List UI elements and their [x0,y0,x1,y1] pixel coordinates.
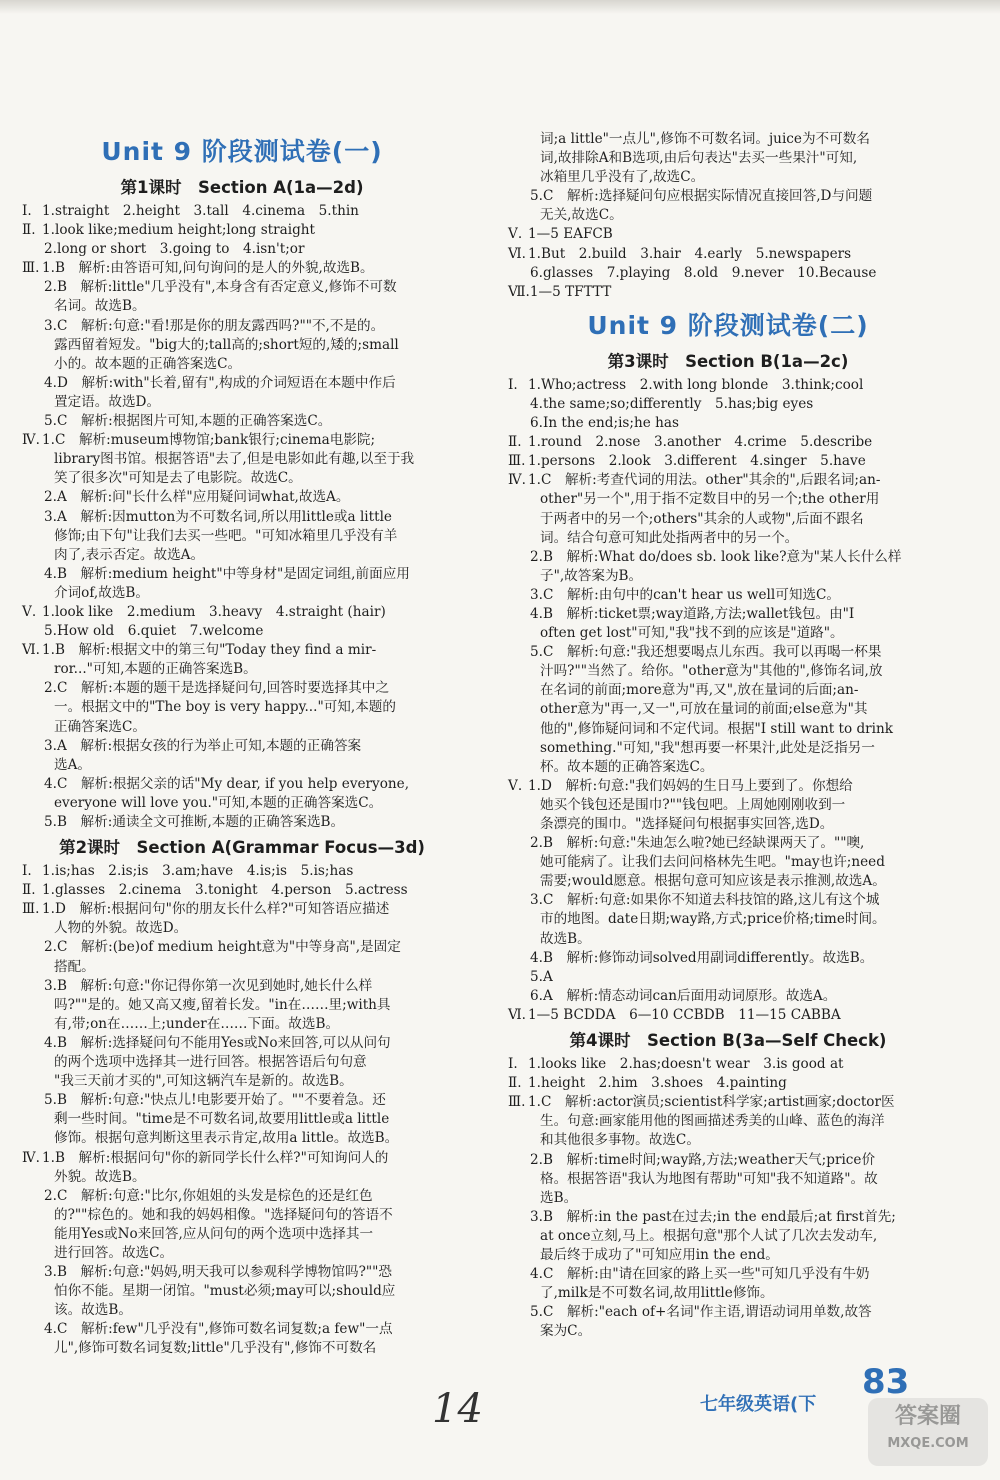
answer-line [508,643,948,662]
answer-line [508,1006,948,1025]
answer-text: 怕你不能。星期一闭馆。"must必须;may可以;should应 [54,1283,396,1300]
answer-text: 故选B。 [540,930,591,947]
answer-text: 5.B 解析:句意:"快点儿!电影要开始了。""不要着急。还 [44,1092,386,1109]
answer-line [22,336,462,355]
answer-line [508,872,948,891]
answer-line [508,758,948,777]
section-marker: Ⅵ. [508,245,526,262]
answer-line [508,1246,948,1265]
section-marker: Ⅳ. [508,472,526,489]
answer-text: 2.C 解析:本题的题干是选择疑问句,回答时要选择其中之 [44,680,389,697]
answer-line [22,938,462,957]
section-marker: Ⅲ. [508,1094,526,1111]
answer-line [508,930,948,949]
answer-line [22,1339,462,1358]
answer-text: 1.D 解析:句意:"我们妈妈的生日马上要到了。你想给 [528,777,853,794]
answer-line [22,996,462,1015]
answer-line [22,1282,462,1301]
answer-line [22,259,462,278]
section-marker: Ⅳ. [22,432,40,449]
answer-text: 5.C 解析:选择疑问句应根据实际情况直接回答,D与问题 [530,188,873,205]
answer-line [508,1284,948,1303]
answer-line [22,1072,462,1091]
answer-text: 词。结合句意可知此处指两者中的另一个。 [540,529,799,546]
answer-line [508,567,948,586]
answer-text: ror..."可知,本题的正确答案选B。 [54,661,257,678]
answer-line [22,1149,462,1168]
answer-text: 2.B 解析:little"几乎没有",本身含有否定意义,修饰不可数 [44,279,397,296]
answer-line [508,777,948,796]
answer-line [22,813,462,832]
answer-text: 搭配。 [54,958,95,975]
answer-text: 1.persons 2.look 3.different 4.singer 5.have [528,453,866,470]
answer-text: 3.A 解析:因mutton为不可数名词,所以用little或a little [44,508,392,525]
section-marker: Ⅱ. [508,1075,522,1092]
section-marker: Ⅱ. [508,434,522,451]
answer-line [22,775,462,794]
answer-line [508,853,948,872]
answer-line [22,622,462,641]
answer-text: 子",故答案为B。 [540,567,643,584]
answer-line [22,450,462,469]
answer-text: 一。根据文中的"The boy is very happy..."可知,本题的 [54,699,396,716]
answer-line [22,919,462,938]
answer-text: 1—5 EAFCB [528,226,613,243]
section-marker: Ⅵ. [22,642,40,659]
answer-text: 无关,故选C。 [540,207,623,224]
answer-text: 1.glasses 2.cinema 3.tonight 4.person 5.actress [42,882,408,899]
answer-line [508,662,948,681]
answer-line [508,1322,948,1341]
page-number: 83 [862,1362,910,1402]
answer-line [508,949,948,968]
answer-text: 2.B 解析:句意:"朱迪怎么啦?她已经缺课两天了。""噢, [530,835,865,852]
answer-text: 2.B 解析:time时间;way路,方法;weather天气;price价 [530,1151,876,1168]
answer-line [508,1055,948,1074]
answer-line [22,1168,462,1187]
answer-line [22,794,462,813]
answer-text: 修饰;由下句"让我们去买一些吧。"可知冰箱里几乎没有羊 [54,527,398,544]
answer-text: 4.B 解析:ticket票;way道路,方法;wallet钱包。由"I [530,605,855,622]
answer-line [22,881,462,900]
answer-text: 她可能病了。让我们去问问格林先生吧。"may也许;need [540,854,885,871]
answer-line [22,958,462,977]
answer-text: 2.long or short 3.going to 4.isn't;or [44,241,305,258]
answer-text: 置定语。故选D。 [54,393,161,410]
answer-line [22,660,462,679]
answer-line [508,168,948,187]
answer-text: 2.C 解析:(be)of medium height意为"中等身高",是固定 [44,939,401,956]
answer-text: 3.C 解析:句意:"看!那是你的朋友露西吗?""不,不是的。 [44,317,385,334]
answer-text: 1.is;has 2.is;is 3.am;have 4.is;is 5.is;has [42,863,354,880]
answer-line [508,987,948,1006]
answer-text: 杯。故本题的正确答案选C。 [540,758,714,775]
answer-line [508,681,948,700]
answer-text: 肉了,表示否定。故选A。 [54,546,205,563]
answer-text: 1.B 解析:根据文中的第三句"Today they find a mir- [42,642,377,659]
answer-line [22,393,462,412]
answer-text: 3.B 解析:句意:"妈妈,明天我可以参观科学博物馆吗?""恐 [44,1264,392,1281]
answer-text: 剩一些时间。"time是不可数名词,故要用little或a little [54,1111,390,1128]
answer-text: 生。句意:画家能用他的图画描述秀美的山峰、蓝色的海洋 [540,1113,885,1130]
footer-book-title: 七年级英语(下 [700,1394,817,1415]
section-marker: Ⅰ. [508,376,518,393]
answer-text: 词;a little"一点儿",修饰不可数名词。juice为不可数名 [540,131,870,147]
answer-line [22,718,462,737]
answer-text: 1.C 解析:actor演员;scientist科学家;artist画家;doctor医 [528,1094,895,1111]
section-marker: Ⅴ. [508,226,523,243]
answer-text: 5.B 解析:通读全文可推断,本题的正确答案选B。 [44,814,345,830]
left-column [22,128,462,1359]
answer-line [508,700,948,719]
answer-line [508,796,948,815]
section-marker: Ⅰ. [22,863,32,880]
answer-text: 6.A 解析:情态动词can后面用动词原形。故选A。 [530,987,837,1004]
right-column [508,130,948,1341]
answer-line [508,815,948,834]
answer-line [508,206,948,225]
answer-line [22,1015,462,1034]
answer-line [22,1187,462,1206]
lesson-heading: 第2课时 Section A(Grammar Focus—3d) [59,838,425,858]
answer-line [508,510,948,529]
section-marker: Ⅴ. [22,603,37,620]
answer-line [508,624,948,643]
answer-text: 1.round 2.nose 3.another 4.crime 5.describe [528,434,873,451]
answer-line [508,1227,948,1246]
answer-line [22,1110,462,1129]
answer-text: at once立刻,马上。根据句意"那个人试了几次去发动车, [540,1227,878,1244]
answer-line [508,548,948,567]
answer-line [22,641,462,660]
section-marker: Ⅰ. [22,203,32,219]
answer-text: 她买个钱包还是围巾?""钱包吧。上周她刚刚收到一 [540,796,846,813]
answer-line [22,1301,462,1320]
answer-line [22,431,462,450]
answer-text: 最后终于成功了"可知应用in the end。 [540,1246,779,1263]
answer-text: 5.A [530,968,553,985]
answer-line [508,376,948,395]
answer-text: 1.Who;actress 2.with long blonde 3.think;cool [528,376,864,393]
answer-line [22,1129,462,1148]
answer-text: other"另一个",用于指不定数目中的另一个;the other用 [540,491,880,508]
unit-title: Unit 9 阶段测试卷(一) [101,137,383,166]
answer-text: 外貌。故选B。 [54,1168,146,1185]
answer-text: 1.C 解析:museum博物馆;bank银行;cinema电影院; [42,432,376,449]
answer-line [22,240,462,259]
answer-text: library图书馆。根据答语"去了,但是电影如此有趣,以至于我 [54,451,415,468]
answer-text: 人物的外貌。故选D。 [54,920,188,937]
answer-text: 词,故排除A和B选项,由后句表达"去买一些果汁"可知, [540,150,858,167]
answer-line [22,1225,462,1244]
answer-text: 2.C 解析:句意:"比尔,你姐姐的头发是棕色的还是红色 [44,1187,373,1204]
answer-line [22,977,462,996]
answer-text: 4.the same;so;differently 5.has;big eyes [530,395,814,412]
answer-line [508,834,948,853]
answer-line [508,130,948,149]
answer-text: 吗?""是的。她又高又瘦,留着长发。"in在……里;with具 [54,996,391,1013]
answer-line [508,1265,948,1284]
answer-line [508,490,948,509]
scan-edge [0,0,1000,14]
answer-text: 冰箱里几乎没有了,故选C。 [540,169,705,186]
answer-text: 4.B 解析:选择疑问句不能用Yes或No来回答,可以从问句 [44,1034,391,1051]
answer-line [508,149,948,168]
answer-line [22,297,462,316]
answer-line [22,603,462,622]
answer-line [22,737,462,756]
answer-text: 市的地图。date日期;way路,方式;price价格;time时间。 [540,911,886,928]
answer-line [508,739,948,758]
handwritten-page-number: 14 [432,1386,483,1432]
answer-text: 了,milk是不可数名词,故用little修饰。 [540,1285,774,1302]
answer-text: 的?""棕色的。她和我的妈妈相像。"选择疑问句的答语不 [54,1206,393,1223]
answer-text: 3.B 解析:in the past在过去;in the end最后;at first首先; [530,1208,896,1225]
answer-line [508,891,948,910]
answer-line [508,1303,948,1322]
answer-text: 1.look like;medium height;long straight [42,222,316,239]
answer-line [22,1053,462,1072]
answer-line [508,529,948,548]
answer-text: 格。根据答语"我认为地图有帮助"可知"我不知道路"。故 [540,1170,878,1187]
answer-text: 1—5 TFTTT [529,283,612,300]
answer-text: 选A。 [54,756,92,773]
answer-line [22,565,462,584]
answer-line [508,586,948,605]
section-marker: Ⅶ. [508,283,530,300]
answer-line [508,245,948,264]
answer-line [22,1206,462,1225]
answer-line [22,546,462,565]
answer-line [22,412,462,431]
answer-text: "我三天前才买的",可知这辆汽车是新的。故选B。 [54,1073,353,1090]
answer-text: 4.B 解析:medium height"中等身材"是固定词组,前面应用 [44,565,410,582]
answer-line [22,355,462,374]
section-marker: Ⅲ. [22,260,40,277]
section-marker: Ⅵ. [508,1006,526,1023]
answer-text: 介词of,故选B。 [54,584,150,601]
lesson-heading: 第4课时 Section B(3a—Self Check) [569,1031,887,1051]
answer-text: 小的。故本题的正确答案选C。 [54,355,242,372]
answer-line [22,1034,462,1053]
answer-line [508,452,948,471]
answer-text: 1.B 解析:根据问句"你的新同学长什么样?"可知询问人的 [42,1149,389,1166]
answer-text: 需要;would愿意。根据句意可知应该是表示推测,故选A。 [540,873,886,890]
answer-text: 正确答案选C。 [54,718,146,735]
answer-line [22,527,462,546]
answer-text: 4.D 解析:with"长着,留有",构成的介词短语在本题中作后 [44,374,396,391]
answer-text: 4.B 解析:修饰动词solved用副词differently。故选B。 [530,949,874,966]
answer-text: 1.height 2.him 3.shoes 4.painting [528,1075,787,1092]
answer-line [22,1320,462,1339]
answer-line [508,1189,948,1208]
answer-line [22,756,462,775]
answer-text: 条漂亮的围巾。"选择疑问句根据事实回答,选D。 [540,816,834,832]
answer-text: 儿",修饰可数名词复数;little"几乎没有",修饰不可数名 [54,1340,377,1357]
answer-text: 露西留着短发。"big大的;tall高的;short短的,矮的;small [54,336,399,353]
answer-line [508,1131,948,1150]
unit-title: Unit 9 阶段测试卷(二) [587,310,869,340]
answer-text: 选B。 [540,1189,578,1206]
answer-text: something."可知,"我"想再要一杯果汁,此处是泛指另一 [540,739,875,756]
answer-text: 有,带;on在……上;under在……下面。故选B。 [54,1015,340,1032]
answer-line [22,202,462,221]
answer-line [22,1263,462,1282]
answer-text: 3.B 解析:句意:"你记得你第一次见到她时,她长什么样 [44,977,373,994]
answer-text: 3.C 解析:句意:如果你不知道去科技馆的路,这儿有这个城 [530,892,880,909]
answer-text: 进行回答。故选C。 [54,1244,174,1261]
answer-text: 1.But 2.build 3.hair 4.early 5.newspapers [528,245,852,262]
answer-line [22,317,462,336]
answer-line [508,605,948,624]
answer-line [22,1091,462,1110]
answer-text: 案为C。 [540,1323,592,1340]
watermark-logo [868,1398,988,1466]
answer-text: 5.C 解析:"each of+名词"作主语,谓语动词用单数,故答 [530,1304,872,1321]
answer-text: 1.looks like 2.has;doesn't wear 3.is good at [528,1056,844,1073]
answer-text: 2.A 解析:问"长什么样"应用疑问词what,故选A。 [44,489,350,506]
watermark-text: 答案圈 [894,1404,961,1429]
answer-text: often get lost"可知,"我"找不到的应该是"道路"。 [540,625,844,642]
answer-text: 修饰。根据句意判断这里表示肯定,故用a little。故选B。 [54,1130,399,1147]
answer-line [508,187,948,206]
answer-text: 6.glasses 7.playing 8.old 9.never 10.Because [530,264,877,281]
answer-line [22,508,462,527]
answer-text: 1.look like 2.medium 3.heavy 4.straight (hair) [42,603,386,620]
answer-line [22,469,462,488]
answer-text: 3.C 解析:由句中的can't hear us well可知选C。 [530,586,841,603]
answer-text: other意为"再一,又一",可放在量词的前面;else意为"其 [540,701,868,718]
answer-text: 1.C 解析:考查代词的用法。other"其余的",后跟名词;an- [528,472,881,489]
answer-line [508,1112,948,1131]
answer-text: 5.How old 6.quiet 7.welcome [44,623,264,640]
answer-line [508,1093,948,1112]
answer-line [22,221,462,240]
answer-text: 1.B 解析:由答语可知,问句询问的是人的外貌,故选B。 [42,260,374,277]
answer-text: 5.C 解析:句意:"我还想要喝点儿东西。我可以再喝一杯果 [530,644,882,661]
answer-line [22,584,462,603]
answer-line [22,679,462,698]
answer-text: 6.In the end;is;he has [530,415,679,432]
answer-text: 和其他很多事物。故选C。 [540,1132,700,1149]
answer-line [508,720,948,739]
answer-line [508,225,948,244]
answer-line [508,968,948,987]
answer-line [508,433,948,452]
answer-line [22,1244,462,1263]
section-marker: Ⅳ. [22,1149,40,1166]
answer-text: 1.straight 2.height 3.tall 4.cinema 5.thin [42,203,359,219]
answer-text: 汁吗?""当然了。给你。"other意为"其他的",修饰名词,放 [540,663,883,680]
section-marker: Ⅱ. [22,882,36,899]
answer-line [22,374,462,393]
answer-text: 笑了很多次"可知是去了电影院。故选C。 [54,470,302,487]
answer-text: everyone will love you."可知,本题的正确答案选C。 [54,794,383,811]
section-marker: Ⅲ. [508,453,526,470]
answer-text: 该。故选B。 [54,1302,132,1319]
answer-line [508,1074,948,1093]
answer-line [22,698,462,717]
answer-text: 在名词的前面;more意为"再,又",放在量词的后面;an- [540,682,859,699]
answer-text: 4.C 解析:根据父亲的话"My dear, if you help everyone, [44,775,410,792]
answer-text: 1.D 解析:根据问句"你的朋友长什么样?"可知答语应描述 [42,901,390,918]
answer-line [508,1208,948,1227]
lesson-heading: 第1课时 Section A(1a—2d) [120,178,364,197]
answer-line [22,900,462,919]
answer-line [22,488,462,507]
answer-text: 的两个选项中选择其一进行回答。根据答语后句句意 [54,1054,367,1071]
section-marker: Ⅱ. [22,222,36,239]
answer-line [508,414,948,433]
answer-text: 5.C 解析:根据图片可知,本题的正确答案选C。 [44,413,332,430]
lesson-heading: 第3课时 Section B(1a—2c) [607,351,849,371]
answer-line [22,278,462,297]
answer-line [508,910,948,929]
watermark-url: MXQE.COM [887,1436,969,1451]
answer-line [508,283,948,302]
answer-text: 2.B 解析:What do/does sb. look like?意为"某人长什么样 [530,548,902,565]
answer-text: 能用Yes或No来回答,应从问句的两个选项中选择其一 [54,1225,374,1242]
answer-text: 他的",修饰疑问词和不定代词。根据"I still want to drink [540,720,894,737]
answer-text: 4.C 解析:由"请在回家的路上买一些"可知几乎没有牛奶 [530,1266,870,1283]
answer-line [22,862,462,881]
answer-text: 3.A 解析:根据女孩的行为举止可知,本题的正确答案 [44,737,362,754]
section-marker: Ⅲ. [22,901,40,918]
answer-line [508,1151,948,1170]
answer-text: 1—5 BCDDA 6—10 CCBDB 11—15 CABBA [528,1006,841,1023]
section-marker: Ⅴ. [508,777,523,794]
answer-line [508,264,948,283]
answer-text: 于两者中的另一个;others"其余的人或物",后面不跟名 [540,510,864,527]
section-marker: Ⅰ. [508,1056,518,1073]
answer-line [508,471,948,490]
answer-line [508,1170,948,1189]
answer-line [508,395,948,414]
answer-text: 名词。故选B。 [54,298,146,315]
answer-text: 4.C 解析:few"几乎没有",修饰可数名词复数;a few"一点 [44,1321,393,1338]
